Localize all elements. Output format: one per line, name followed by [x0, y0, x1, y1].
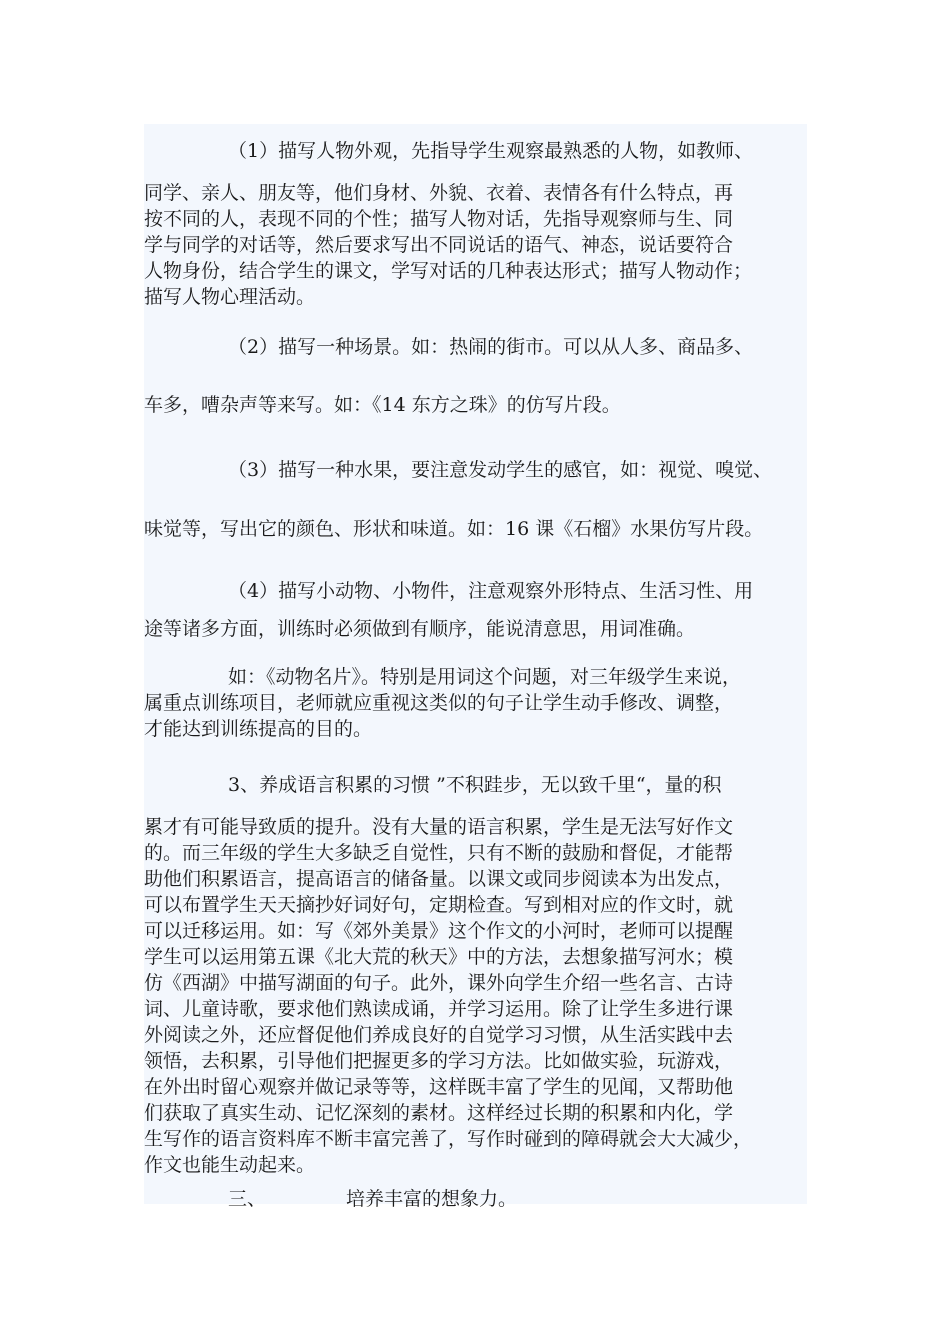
- text-line: 可以迁移运用。如：写《郊外美景》这个作文的小河时，老师可以提醒: [144, 920, 734, 942]
- text-line: 同学、亲人、朋友等，他们身材、外貌、衣着、表情各有什么特点，再: [144, 182, 734, 204]
- paragraph-2: [144, 334, 807, 418]
- text-line: 在外出时留心观察并做记录等等，这样既丰富了学生的见闻，又帮助他: [144, 1076, 734, 1098]
- text-line: 外阅读之外，还应督促他们养成良好的自觉学习习惯，从生活实践中去: [144, 1024, 734, 1046]
- text-line: （1）描写人物外观，先指导学生观察最熟悉的人物，如教师、: [228, 140, 754, 162]
- text-line: 车多，嘈杂声等来写。如：《14 东方之珠》的仿写片段。: [144, 394, 621, 416]
- text-line: 助他们积累语言，提高语言的储备量。以课文或同步阅读本为出发点，: [144, 868, 734, 890]
- text-line: （4）描写小动物、小物件，注意观察外形特点、生活习性、用: [228, 580, 754, 602]
- text-line: 生写作的语言资料库不断丰富完善了，写作时碰到的障碍就会大大减少，: [144, 1128, 753, 1150]
- text-line: 领悟，去积累，引导他们把握更多的学习方法。比如做实验，玩游戏，: [144, 1050, 734, 1072]
- text-line: （2）描写一种场景。如：热闹的街市。可以从人多、商品多、: [228, 336, 754, 358]
- paragraph-4: [144, 578, 807, 642]
- heading-number: 三、: [228, 1188, 267, 1210]
- text-line: 按不同的人，表现不同的个性；描写人物对话，先指导观察师与生、同: [144, 208, 734, 230]
- text-line: 途等诸多方面，训练时必须做到有顺序，能说清意思，用词准确。: [144, 618, 696, 640]
- text-line: 学生可以运用第五课《北大荒的秋天》中的方法，去想象描写河水；模: [144, 946, 734, 968]
- paragraph-5: [144, 664, 807, 742]
- heading-text: 培养丰富的想象力。: [346, 1188, 518, 1210]
- text-line: 属重点训练项目，老师就应重视这类似的句子让学生动手修改、调整，: [144, 692, 734, 714]
- paragraph-3: [144, 457, 807, 542]
- text-line: （3）描写一种水果，要注意发动学生的感官，如：视觉、嗅觉、: [228, 459, 773, 481]
- text-line: 累才有可能导致质的提升。没有大量的语言积累，学生是无法写好作文: [144, 816, 734, 838]
- text-line: 描写人物心理活动。: [144, 286, 316, 308]
- paragraph-1: [144, 138, 807, 310]
- text-line: 3、养成语言积累的习惯 ”不积跬步，无以致千里“，量的积: [228, 774, 722, 796]
- text-line: 可以布置学生天天摘抄好词好句，定期检查。写到相对应的作文时，就: [144, 894, 734, 916]
- text-line: 才能达到训练提高的目的。: [144, 718, 373, 740]
- section-heading: [144, 1186, 807, 1212]
- text-line: 作文也能生动起来。: [144, 1154, 316, 1176]
- text-line: 词、儿童诗歌，要求他们熟读成诵，并学习运用。除了让学生多进行课: [144, 998, 734, 1020]
- document-body: [144, 124, 807, 1210]
- text-line: 们获取了真实生动、记忆深刻的素材。这样经过长期的积累和内化，学: [144, 1102, 734, 1124]
- paragraph-6: [144, 772, 807, 1178]
- text-line: 仿《西湖》中描写湖面的句子。此外，课外向学生介绍一些名言、古诗: [144, 972, 734, 994]
- text-line: 味觉等，写出它的颜色、形状和味道。如：16 课《石榴》水果仿写片段。: [144, 518, 764, 540]
- text-line: 人物身份，结合学生的课文，学写对话的几种表达形式；描写人物动作；: [144, 260, 753, 282]
- text-line: 如：《动物名片》。特别是用词这个问题，对三年级学生来说，: [228, 666, 742, 688]
- text-line: 的。而三年级的学生大多缺乏自觉性，只有不断的鼓励和督促，才能帮: [144, 842, 734, 864]
- text-line: 学与同学的对话等，然后要求写出不同说话的语气、神态，说话要符合: [144, 234, 734, 256]
